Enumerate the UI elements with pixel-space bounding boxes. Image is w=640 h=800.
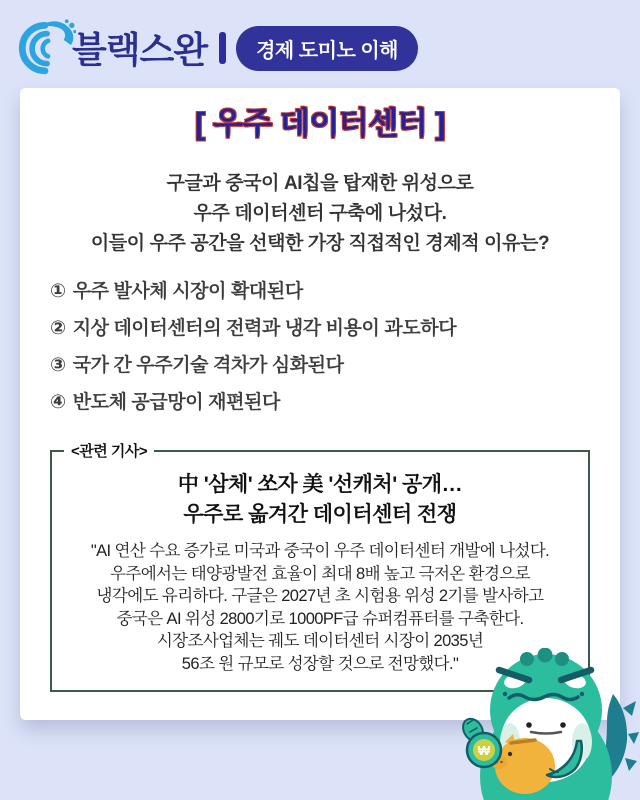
option-number: ① [50,281,66,302]
article-body-line: "AI 연산 수요 증가로 미국과 중국이 우주 데이터센터 개발에 나섰다. [90,542,550,560]
related-article-label: <관련 기사> [64,440,154,461]
option-text: 지상 데이터센터의 전력과 냉각 비용이 과도하다 [72,318,457,339]
option-text: 국가 간 우주기술 격차가 심화된다 [72,355,344,376]
option-2 [50,318,620,340]
quiz-title: [ 우주 데이터센터 ] [194,106,446,141]
won-symbol: ₩ [477,743,491,758]
option-number: ③ [50,355,66,376]
header [0,0,640,88]
question-line: 이들이 우주 공간을 선택한 가장 직접적인 경제적 이유는? [90,233,550,254]
article-body-line: 56조 원 규모로 성장할 것으로 전망했다." [181,654,459,673]
header-divider [219,32,226,64]
article-headline [52,470,588,530]
article-body-line: 중국은 AI 위성 2800기로 1000PF급 슈퍼컴퓨터를 구축한다. [116,609,524,628]
option-3 [50,355,620,377]
question-line: 우주 데이터센터 구축에 나섰다. [193,203,447,224]
series-badge: 경제 도미노 이해 [236,26,418,71]
headline-line: 中 '삼체' 쏘자 美 '선캐처' 공개… [177,473,463,496]
article-body-line: 시장조사업체는 궤도 데이터센터 시장이 2035년 [156,632,484,650]
dinosaur-mascot [448,648,640,800]
quiz-card [20,88,620,720]
option-1 [50,281,620,303]
article-body-line: 우주에서는 태양광발전 효율이 최대 8배 높고 극저온 환경으로 [110,564,530,583]
question-line: 구글과 중국이 AI칩을 탑재한 위성으로 [166,173,474,194]
quiz-question [20,169,620,259]
options-list [50,281,620,414]
option-number: ② [50,318,66,339]
wave-logo-icon [14,15,76,75]
option-text: 우주 발사체 시장이 확대된다 [72,281,303,302]
headline-line: 우주로 옮겨간 데이터센터 전쟁 [183,503,457,526]
article-body-line: 냉각에도 유리하다. 구글은 2027년 초 시험용 위성 2기를 발사하고 [96,587,544,605]
brand-name: 블랙스완 [72,28,208,70]
option-text: 반도체 공급망이 재편된다 [72,392,280,413]
option-number: ④ [50,392,66,413]
option-4 [50,392,620,414]
